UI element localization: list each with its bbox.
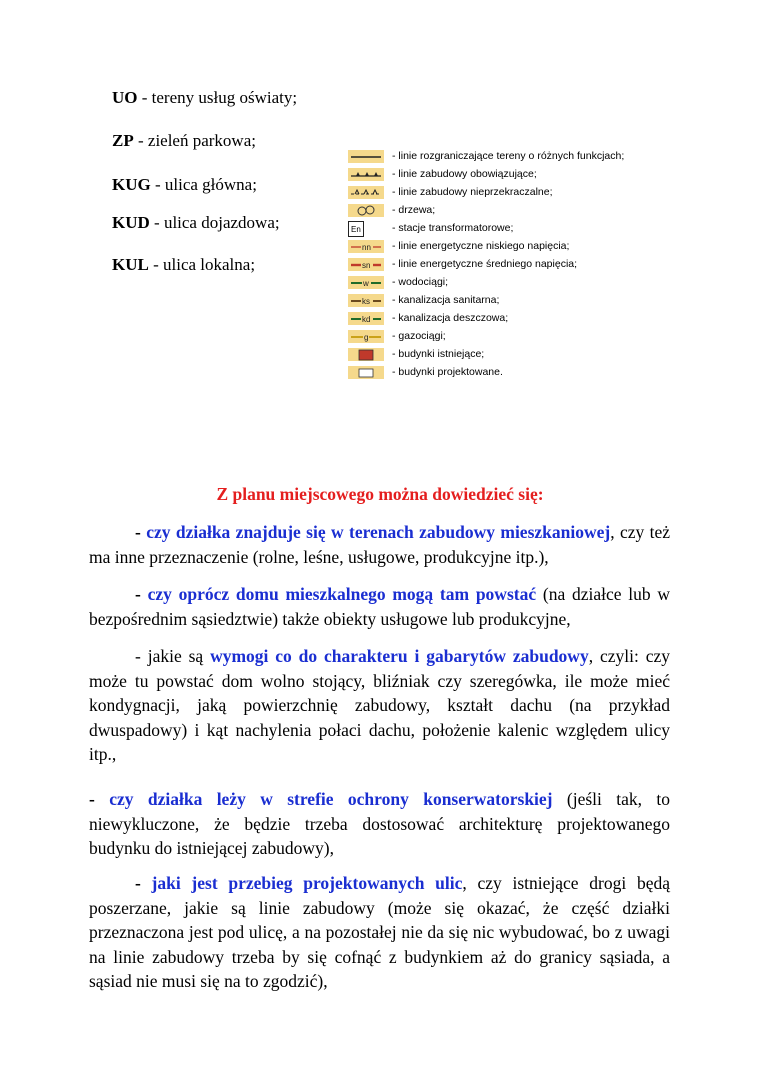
zone-code: UO xyxy=(112,88,138,107)
low-voltage-line-icon xyxy=(348,240,384,253)
mandatory-building-line-icon xyxy=(348,168,384,181)
zone-item-kug xyxy=(112,175,257,195)
gas-pipeline-icon xyxy=(348,330,384,343)
boundary-line-icon xyxy=(348,150,384,163)
legend-label: - linie energetyczne średniego napięcia; xyxy=(392,258,578,270)
paragraph-lead: - xyxy=(135,584,148,604)
legend-label: - kanalizacja deszczowa; xyxy=(392,312,509,324)
zone-desc: - ulica dojazdowa; xyxy=(149,213,280,232)
paragraph-other-buildings xyxy=(89,582,670,631)
paragraph-rest: (jeśli tak, to niewykluczone, że będzie trzeba dostosować architekturę projektowanego budynku do istniejącej zabudowy), xyxy=(89,789,670,858)
symbol-text: En xyxy=(351,225,361,234)
storm-sewer-icon xyxy=(348,312,384,325)
zone-code: KUL xyxy=(112,255,149,274)
section-heading: Z planu miejscowego można dowiedzieć się: xyxy=(216,484,544,504)
symbol-text: nn xyxy=(362,243,371,252)
zone-desc: - ulica lokalna; xyxy=(148,255,256,274)
paragraph-rest: , czy też ma inne przeznaczenie (rolne, leśne, usługowe, produkcyjne itp.), xyxy=(89,522,671,567)
paragraph-rest: (na działce lub w bezpośrednim sąsiedztwie) także obiekty usługowe lub produkcyjne, xyxy=(89,584,671,629)
symbol-text: w xyxy=(363,279,369,288)
paragraph-rest: , czy istniejące drogi będą poszerzane, jakie są linie zabudowy (może się okazać, że część działki przeznaczona jest pod ulicę, a na pozostałej nie da się nic wybudować, bo z uwagi na linie zabudowy trzeba by się cofnąć z budynkiem aż do granicy sąsiada, a sąsiad nie musi się na to zgodzić), xyxy=(89,873,670,991)
paragraph-lead: - xyxy=(135,873,152,893)
legend-label: - linie zabudowy nieprzekraczalne; xyxy=(392,186,553,198)
symbol-text: g xyxy=(364,333,369,342)
zone-code: KUG xyxy=(112,175,151,194)
symbol-text: sn xyxy=(362,261,371,270)
paragraph-highlight: czy oprócz domu mieszkalnego mogą tam powstać xyxy=(147,584,537,604)
symbol-text: kd xyxy=(362,315,371,324)
paragraph-lead: - jakie są xyxy=(135,646,211,666)
zone-desc: - tereny usług oświaty; xyxy=(137,88,298,107)
legend-label: - kanalizacja sanitarna; xyxy=(392,294,500,306)
paragraph-conservation-zone xyxy=(89,787,670,861)
paragraph-highlight: czy działka znajduje się w terenach zabudowy mieszkaniowej xyxy=(146,522,611,542)
paragraph-highlight: jaki jest przebieg projektowanych ulic xyxy=(151,873,463,893)
legend-label: - linie rozgraniczające tereny o różnych funkcjach; xyxy=(392,150,625,162)
sanitary-sewer-icon xyxy=(348,294,384,307)
legend-label: - budynki projektowane. xyxy=(392,366,503,378)
planned-building-icon xyxy=(348,366,384,379)
legend-label: - budynki istniejące; xyxy=(392,348,485,360)
paragraph-rest: , czyli: czy może tu powstać dom wolno stojący, bliźniak czy szeregówka, ile może mieć kondygnacji, jaką powierzchnię zabudowy, kształt dachu (na przykład dwuspadowy) i kąt nachylenia połaci dachu, położenie kalenic względem ulicy itp., xyxy=(89,646,670,764)
zone-code: ZP xyxy=(112,131,134,150)
existing-building-icon xyxy=(348,348,384,361)
medium-voltage-line-icon xyxy=(348,258,384,271)
legend-label: - gazociągi; xyxy=(392,330,446,342)
paragraph-highlight: czy działka leży w strefie ochrony konserwatorskiej xyxy=(109,789,553,809)
zone-item-kud xyxy=(112,213,280,233)
legend-label: - linie energetyczne niskiego napięcia; xyxy=(392,240,570,252)
zone-item-zp xyxy=(112,131,256,151)
zone-item-kul xyxy=(112,255,255,275)
legend-label: - linie zabudowy obowiązujące; xyxy=(392,168,537,180)
trees-icon xyxy=(348,204,384,217)
nonexceedable-building-line-icon xyxy=(348,186,384,199)
zone-code: KUD xyxy=(112,213,150,232)
legend-label: - stacje transformatorowe; xyxy=(392,222,514,234)
zone-desc: - ulica główna; xyxy=(150,175,257,194)
paragraph-lead: - xyxy=(89,789,110,809)
paragraph-building-requirements xyxy=(89,644,670,767)
paragraph-residential xyxy=(89,520,670,569)
symbol-text: ks xyxy=(362,297,370,306)
transformer-station-icon xyxy=(348,221,364,237)
paragraph-lead: - xyxy=(135,522,147,542)
zone-desc: - zieleń parkowa; xyxy=(133,131,256,150)
paragraph-highlight: wymogi co do charakteru i gabarytów zabudowy xyxy=(210,646,589,666)
water-supply-icon xyxy=(348,276,384,289)
zone-item-uo xyxy=(112,88,297,108)
paragraph-planned-streets xyxy=(89,871,670,994)
legend-label: - wodociągi; xyxy=(392,276,449,288)
legend-label: - drzewa; xyxy=(392,204,436,216)
